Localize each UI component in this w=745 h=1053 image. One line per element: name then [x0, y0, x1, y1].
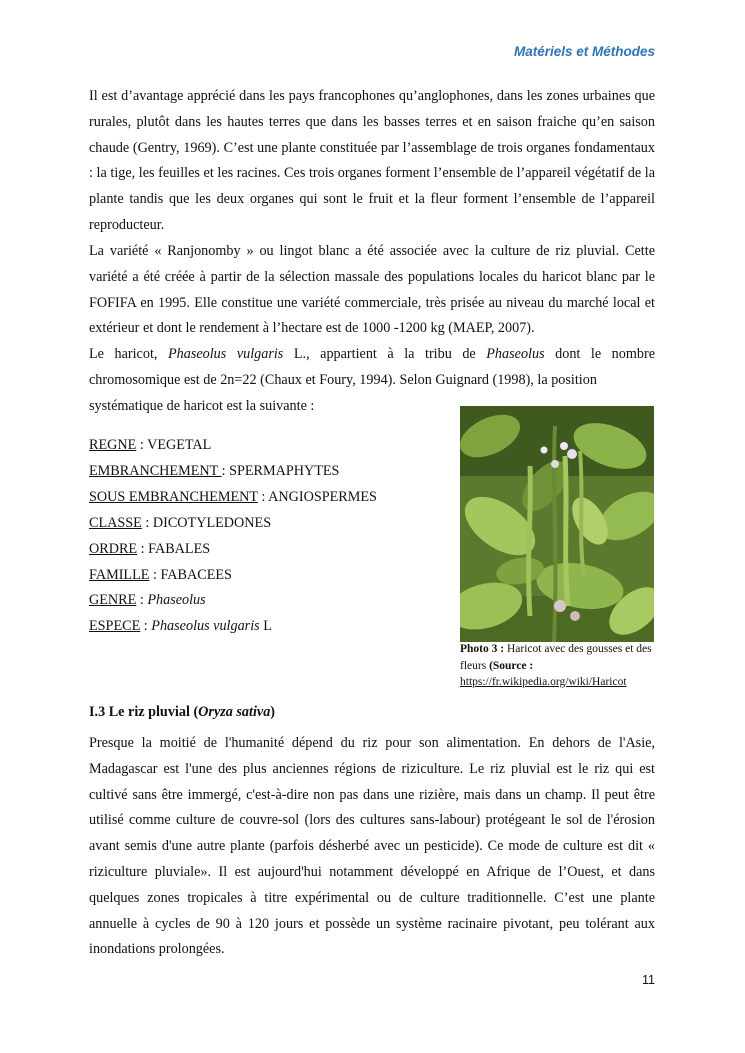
- taxonomy-value: Phaseolus vulgaris: [151, 618, 260, 635]
- p3-text-1: Le haricot,: [89, 346, 168, 362]
- taxonomy-value: VEGETAL: [147, 437, 212, 453]
- section-heading-prefix: I.3 Le riz pluvial (: [89, 704, 199, 720]
- taxonomy-value: ANGIOSPERMES: [268, 488, 377, 505]
- paragraph-phaseolus-tribe: [89, 342, 655, 394]
- caption-text: Haricot avec des gousses et des fleurs: [460, 643, 652, 672]
- photo-caption: [460, 641, 670, 691]
- paragraph-ranjonomby-variety: La variété « Ranjonomby » ou lingot blanc a été associée avec la culture de riz pluvial. Cette variété a été créée à partir de la sélection massale des populations locales du haricot blanc par le FOFIFA en 1995. Elle constitue une variété commerciale, très prisée au niveau du marché local et extérieur et dont le rendement à l’hectare est de 1000 -1200 kg (MAEP, 2007).: [89, 243, 655, 337]
- taxonomy-row: CLASSE : DICOTYLEDONES: [89, 514, 272, 531]
- caption-source-link[interactable]: https://fr.wikipedia.org/wiki/Haricot: [460, 676, 627, 688]
- taxonomy-value: DICOTYLEDONES: [152, 514, 272, 531]
- p3-italic-genus: Phaseolus: [486, 346, 545, 362]
- taxonomy-value: SPERMAPHYTES: [229, 462, 340, 479]
- taxonomy-list: [89, 433, 377, 640]
- taxonomy-key: GENRE: [89, 592, 137, 609]
- taxonomy-key: FAMILLE: [89, 566, 150, 583]
- section-heading-rice: [89, 700, 275, 724]
- caption-label: Photo 3 :: [460, 643, 505, 655]
- taxonomy-key: ORDRE: [89, 540, 138, 557]
- taxonomy-suffix: L: [259, 618, 272, 635]
- p3-text-3: dont le nombre chromosomique est de 2n=22 (Chaux et Foury, 1994). Selon Guignard (1998), la position: [89, 346, 655, 388]
- taxonomy-row: ORDRE : FABALES: [89, 540, 211, 557]
- paragraph-phaseolus-last-line: systématique de haricot est la suivante :: [89, 398, 315, 414]
- taxonomy-row: EMBRANCHEMENT : SPERMAPHYTES: [89, 462, 340, 479]
- paragraph-bean-description: Il est d’avantage apprécié dans les pays francophones qu’anglophones, dans les zones urbaines que rurales, plutôt dans les hautes terres que dans les basses terres et en saison fraiche qu’en saison chaude (Gentry, 1969). C’est une plante constituée par l’assemblage de trois organes fondamentaux : la tige, les feuilles et les racines. Ces trois organes forment l’ensemble de l’appareil végétatif de la plante tandis que les deux organes qui sont le fruit et la fleur forment l’ensemble de l’appareil reproducteur.: [89, 88, 655, 233]
- paragraph-upland-rice: Presque la moitié de l'humanité dépend du riz pour son alimentation. En dehors de l'Asie, Madagascar est l'une des plus anciennes régions de riziculture. Le riz pluvial est le riz qui est cultivé sans être immergé, c'est-à-dire non pas dans une rizière, mais dans un champ. Il peut être utilisé comme culture de couvre-sol (lors des cultures sans-labour) protégeant le sol de l'érosion avant semis d'une autre plante (parfois désherbé avec un pesticide). Ce mode de culture est dit « riziculture pluviale». Il est aujourd'hui notamment développé en Afrique de l’Ouest, et dans quelques zones tropicales à titre expérimental ou de culture traditionnelle. C’est une plante annuelle à cycles de 90 à 120 jours et possède un système racinaire pivotant, peu tolérant aux inondations prolongées.: [89, 735, 655, 958]
- running-header: Matériels et Méthodes: [513, 44, 655, 59]
- taxonomy-row: ESPECE : Phaseolus vulgaris L: [89, 618, 272, 635]
- caption-source-label: (Source :: [489, 659, 534, 672]
- taxonomy-row: GENRE : Phaseolus: [89, 592, 206, 609]
- taxonomy-value: Phaseolus: [147, 592, 206, 609]
- taxonomy-key: REGNE: [89, 437, 137, 453]
- taxonomy-row: REGNE : VEGETAL: [89, 437, 212, 453]
- section-heading-suffix: ): [270, 704, 276, 720]
- taxonomy-row: FAMILLE : FABACEES: [89, 566, 232, 583]
- p3-text-2: L., appartient à la tribu de: [283, 346, 487, 362]
- p3-italic-species: Phaseolus vulgaris: [167, 346, 284, 362]
- taxonomy-key: ESPECE: [89, 618, 141, 635]
- page-number: 11: [642, 973, 655, 987]
- section-heading-italic: Oryza sativa: [198, 704, 271, 720]
- taxonomy-key: EMBRANCHEMENT: [89, 462, 222, 479]
- taxonomy-value: FABACEES: [160, 566, 232, 583]
- taxonomy-key: SOUS EMBRANCHEMENT: [89, 488, 258, 505]
- taxonomy-value: FABALES: [148, 540, 211, 557]
- taxonomy-key: CLASSE: [89, 514, 142, 531]
- bean-plant-photo: [460, 406, 654, 642]
- taxonomy-row: SOUS EMBRANCHEMENT : ANGIOSPERMES: [89, 488, 377, 505]
